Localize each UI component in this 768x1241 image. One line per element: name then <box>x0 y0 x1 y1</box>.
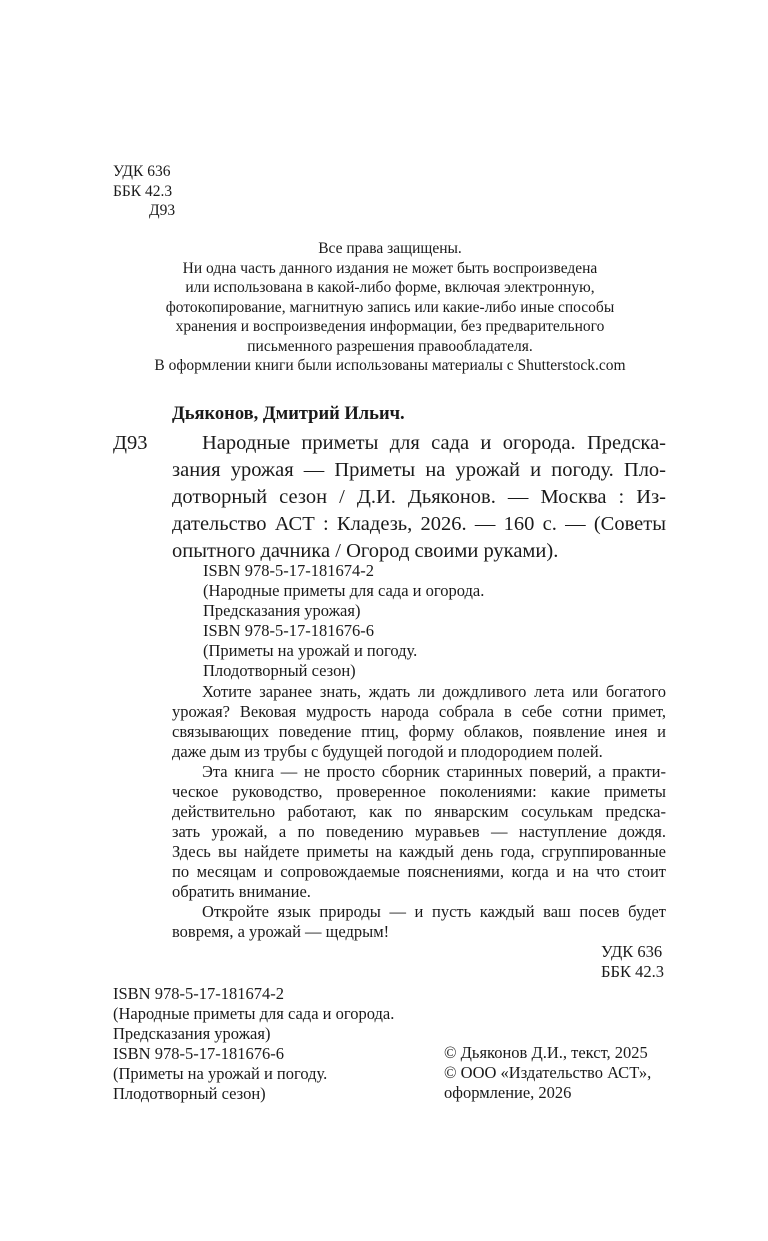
description-line: дотворный сезон / Д.И. Дьяконов. — Москва : Из- <box>172 486 666 508</box>
isbn-block <box>113 984 394 1104</box>
annotation-line: вовремя, а урожай — щедрым! <box>172 922 390 941</box>
description-line: опытного дачника / Огород своими руками). <box>172 540 559 562</box>
isbn-line: ISBN 978-5-17-181676-6 <box>113 1044 284 1063</box>
isbn-note: (Приметы на урожай и погоду. <box>113 1064 328 1083</box>
isbn-record <box>203 561 484 681</box>
copyright-line: оформление, 2026 <box>444 1083 572 1102</box>
bbk-code: ББК 42.3 <box>601 962 664 981</box>
author-heading: Дьяконов, Дмитрий Ильич. <box>172 404 405 424</box>
annotation-paragraph <box>172 762 666 902</box>
author-mark-left: Д93 <box>113 432 148 454</box>
annotation-line: по месяцам и сопровождаемые пояснениями, когда и на что стоит <box>172 862 666 881</box>
isbn-note: (Приметы на урожай и погоду. <box>203 641 418 660</box>
udk-code: УДК 636 <box>601 942 663 961</box>
rights-line: письменного разрешения правообладателя. <box>247 337 533 355</box>
rights-notice <box>105 239 675 376</box>
isbn-line: ISBN 978-5-17-181676-6 <box>203 621 374 640</box>
classification-top <box>113 162 175 221</box>
annotation-line: урожая? Вековая мудрость народа собрала в себе сотни примет, <box>172 702 666 721</box>
annotation-line: связывающих поведение птиц, форму облаков, появление инея и <box>172 722 666 741</box>
description-line: дательство АСТ : Кладезь, 2026. — 160 с. — (Советы <box>172 513 666 535</box>
rights-line: Ни одна часть данного издания не может быть воспроизведена <box>182 259 598 277</box>
annotation-line: Откройте язык природы — и пусть каждый ваш посев будет <box>202 902 666 921</box>
copyright-line: © Дьяконов Д.И., текст, 2025 <box>444 1043 648 1062</box>
annotation <box>172 682 666 942</box>
annotation-line: Здесь вы найдете приметы на каждый день года, сгруппированные <box>172 842 666 861</box>
classification-bottom <box>601 942 664 982</box>
bbk-code: ББК 42.3 <box>113 182 173 200</box>
isbn-note: Плодотворный сезон) <box>203 661 356 680</box>
description-line: Народные приметы для сада и огорода. Предска- <box>202 432 666 454</box>
annotation-line: обратить внимание. <box>172 882 311 901</box>
isbn-line: ISBN 978-5-17-181674-2 <box>203 561 374 580</box>
rights-line: Все права защищены. <box>318 240 462 257</box>
description-line: зания урожая — Приметы на урожай и погоду. Пло- <box>172 459 666 481</box>
bibliographic-description <box>172 430 666 565</box>
shutterstock-credit: В оформлении книги были использованы материалы с Shutterstock.com <box>154 357 626 374</box>
annotation-line: Хотите заранее знать, ждать ли дождливого лета или богатого <box>202 682 666 701</box>
annotation-line: даже дым из трубы с будущей погодой и плодородием полей. <box>172 742 603 761</box>
copyright-line: © ООО «Издательство АСТ», <box>444 1063 652 1082</box>
rights-line: фотокопирование, магнитную запись или какие-либо иные способы <box>165 298 615 316</box>
rights-line: или использована в какой-либо форме, включая электронную, <box>185 279 595 296</box>
udk-code: УДК 636 <box>113 163 171 180</box>
isbn-note: Плодотворный сезон) <box>113 1084 266 1103</box>
isbn-line: ISBN 978-5-17-181674-2 <box>113 984 284 1003</box>
isbn-note: Предсказания урожая) <box>203 601 361 620</box>
annotation-paragraph <box>172 682 666 762</box>
copyright-block <box>444 1043 651 1103</box>
author-mark: Д93 <box>149 202 176 219</box>
isbn-note: Предсказания урожая) <box>113 1024 271 1043</box>
isbn-note: (Народные приметы для сада и огорода. <box>203 581 485 600</box>
annotation-line: ческое руководство, проверенное поколениями: какие приметы <box>172 782 666 801</box>
annotation-line: зать урожай, а по поведению муравьев — наступление дождя. <box>172 822 666 841</box>
annotation-line: Эта книга — не просто сборник старинных поверий, а практи- <box>202 762 666 781</box>
annotation-line: действительно работают, как по январским сосулькам предска- <box>172 802 666 821</box>
annotation-paragraph <box>172 902 666 942</box>
isbn-note: (Народные приметы для сада и огорода. <box>113 1004 395 1023</box>
rights-line: хранения и воспроизведения информации, без предварительного <box>175 318 605 335</box>
